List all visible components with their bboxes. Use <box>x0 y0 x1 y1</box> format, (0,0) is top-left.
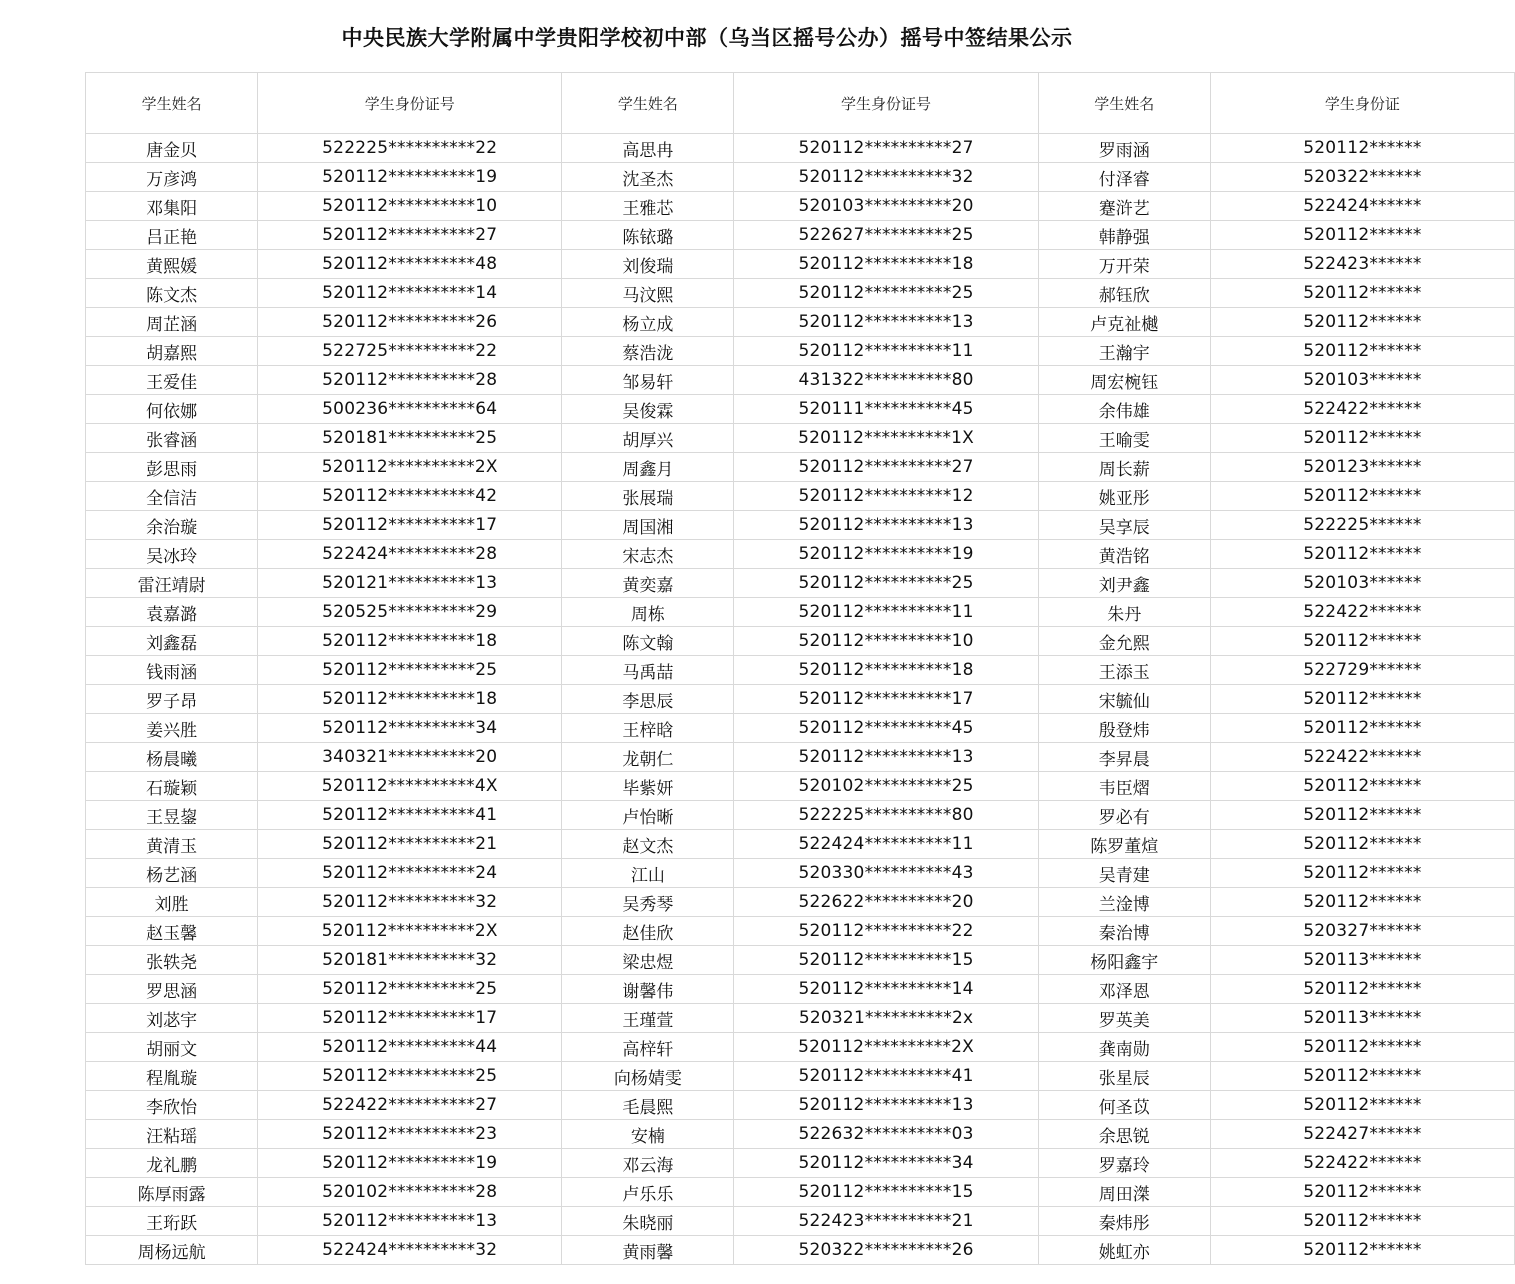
student-name-cell: 张轶尧 <box>86 946 258 975</box>
student-id-cell: 520112**********32 <box>258 888 562 917</box>
student-id-cell: 520525**********29 <box>258 598 562 627</box>
student-name-cell: 姚亚彤 <box>1038 482 1210 511</box>
student-name-cell: 陈铱璐 <box>562 221 734 250</box>
student-id-cell: 522423****** <box>1210 250 1514 279</box>
student-id-cell: 520112**********25 <box>258 975 562 1004</box>
table-row <box>86 801 1515 830</box>
student-id-cell: 522422****** <box>1210 1149 1514 1178</box>
student-name-cell: 王添玉 <box>1038 656 1210 685</box>
student-id-cell: 520112**********14 <box>258 279 562 308</box>
student-name-cell: 万彦鸿 <box>86 163 258 192</box>
student-name-cell: 黄奕嘉 <box>562 569 734 598</box>
student-id-cell: 520112**********13 <box>734 1091 1038 1120</box>
student-id-cell: 520112**********41 <box>734 1062 1038 1091</box>
student-id-cell: 522225**********80 <box>734 801 1038 830</box>
student-id-cell: 520112**********19 <box>258 163 562 192</box>
student-name-cell: 姚虹亦 <box>1038 1236 1210 1265</box>
table-row <box>86 221 1515 250</box>
student-id-cell: 520112**********17 <box>734 685 1038 714</box>
student-name-cell: 邓泽恩 <box>1038 975 1210 1004</box>
student-name-cell: 朱晓丽 <box>562 1207 734 1236</box>
student-name-cell: 杨立成 <box>562 308 734 337</box>
student-name-cell: 汪粘瑶 <box>86 1120 258 1149</box>
student-id-cell: 520112**********25 <box>258 1062 562 1091</box>
student-id-cell: 522423**********21 <box>734 1207 1038 1236</box>
student-name-cell: 刘鑫磊 <box>86 627 258 656</box>
student-id-cell: 520103****** <box>1210 569 1514 598</box>
table-row <box>86 1091 1515 1120</box>
student-id-cell: 520112****** <box>1210 888 1514 917</box>
student-name-cell: 唐金贝 <box>86 134 258 163</box>
student-name-cell: 安楠 <box>562 1120 734 1149</box>
student-name-cell: 赵佳欣 <box>562 917 734 946</box>
student-name-cell: 赵文杰 <box>562 830 734 859</box>
student-name-cell: 程胤璇 <box>86 1062 258 1091</box>
student-id-cell: 520112**********25 <box>734 569 1038 598</box>
student-name-cell: 毕紫妍 <box>562 772 734 801</box>
student-id-cell: 520112**********17 <box>258 511 562 540</box>
student-id-cell: 520112**********12 <box>734 482 1038 511</box>
student-name-cell: 邓集阳 <box>86 192 258 221</box>
student-name-cell: 刘俊瑞 <box>562 250 734 279</box>
student-id-cell: 520112**********19 <box>258 1149 562 1178</box>
student-id-cell: 520102**********25 <box>734 772 1038 801</box>
student-id-cell: 520112****** <box>1210 424 1514 453</box>
table-row <box>86 453 1515 482</box>
student-id-cell: 520112**********18 <box>258 685 562 714</box>
header-student-id: 学生身份证 <box>1210 73 1514 134</box>
student-id-cell: 520112****** <box>1210 337 1514 366</box>
student-id-cell: 520327****** <box>1210 917 1514 946</box>
student-name-cell: 吴冰玲 <box>86 540 258 569</box>
table-row <box>86 279 1515 308</box>
table-row <box>86 337 1515 366</box>
student-id-cell: 520112**********10 <box>734 627 1038 656</box>
student-name-cell: 秦治博 <box>1038 917 1210 946</box>
student-name-cell: 全信洁 <box>86 482 258 511</box>
student-id-cell: 520112****** <box>1210 685 1514 714</box>
student-id-cell: 520113****** <box>1210 946 1514 975</box>
student-name-cell: 黄雨馨 <box>562 1236 734 1265</box>
student-id-cell: 520112****** <box>1210 714 1514 743</box>
student-id-cell: 522225****** <box>1210 511 1514 540</box>
student-id-cell: 520112****** <box>1210 1178 1514 1207</box>
student-id-cell: 520112**********27 <box>734 134 1038 163</box>
table-row <box>86 134 1515 163</box>
table-row <box>86 1004 1515 1033</box>
student-id-cell: 520103****** <box>1210 366 1514 395</box>
student-name-cell: 钱雨涵 <box>86 656 258 685</box>
student-name-cell: 罗子昂 <box>86 685 258 714</box>
table-row <box>86 192 1515 221</box>
student-id-cell: 520112****** <box>1210 1033 1514 1062</box>
results-table <box>85 72 1515 1265</box>
page-title: 中央民族大学附属中学贵阳学校初中部（乌当区摇号公办）摇号中签结果公示 <box>341 26 1073 50</box>
student-name-cell: 马汶熙 <box>562 279 734 308</box>
student-name-cell: 黄浩铭 <box>1038 540 1210 569</box>
table-row <box>86 1033 1515 1062</box>
table-row <box>86 1236 1515 1265</box>
student-name-cell: 龚南勋 <box>1038 1033 1210 1062</box>
table-row <box>86 685 1515 714</box>
student-name-cell: 吴青建 <box>1038 859 1210 888</box>
table-row <box>86 511 1515 540</box>
student-name-cell: 韦臣熠 <box>1038 772 1210 801</box>
student-id-cell: 520112****** <box>1210 830 1514 859</box>
student-name-cell: 宋毓仙 <box>1038 685 1210 714</box>
student-id-cell: 520112**********34 <box>258 714 562 743</box>
student-name-cell: 高梓轩 <box>562 1033 734 1062</box>
student-id-cell: 522427****** <box>1210 1120 1514 1149</box>
table-row <box>86 859 1515 888</box>
student-name-cell: 高思冉 <box>562 134 734 163</box>
student-name-cell: 马禹喆 <box>562 656 734 685</box>
student-id-cell: 520113****** <box>1210 1004 1514 1033</box>
student-name-cell: 卢怡晰 <box>562 801 734 830</box>
table-row <box>86 830 1515 859</box>
student-name-cell: 周国湘 <box>562 511 734 540</box>
student-id-cell: 520112**********21 <box>258 830 562 859</box>
student-name-cell: 韩静强 <box>1038 221 1210 250</box>
student-name-cell: 黄熙媛 <box>86 250 258 279</box>
student-id-cell: 520112**********26 <box>258 308 562 337</box>
student-id-cell: 520112****** <box>1210 308 1514 337</box>
table-row <box>86 1062 1515 1091</box>
student-name-cell: 龙礼鹏 <box>86 1149 258 1178</box>
student-id-cell: 520112**********13 <box>734 743 1038 772</box>
student-id-cell: 522225**********22 <box>258 134 562 163</box>
student-id-cell: 520321**********2x <box>734 1004 1038 1033</box>
student-id-cell: 520112****** <box>1210 627 1514 656</box>
table-row <box>86 917 1515 946</box>
student-id-cell: 522422****** <box>1210 743 1514 772</box>
student-name-cell: 余治璇 <box>86 511 258 540</box>
student-name-cell: 卢乐乐 <box>562 1178 734 1207</box>
student-name-cell: 周栋 <box>562 598 734 627</box>
student-name-cell: 张展瑞 <box>562 482 734 511</box>
student-id-cell: 520121**********13 <box>258 569 562 598</box>
student-id-cell: 520112****** <box>1210 772 1514 801</box>
student-name-cell: 彭思雨 <box>86 453 258 482</box>
student-id-cell: 500236**********64 <box>258 395 562 424</box>
student-name-cell: 张星辰 <box>1038 1062 1210 1091</box>
student-name-cell: 余伟雄 <box>1038 395 1210 424</box>
student-name-cell: 周鑫月 <box>562 453 734 482</box>
student-id-cell: 520112**********32 <box>734 163 1038 192</box>
table-row <box>86 250 1515 279</box>
table-row <box>86 975 1515 1004</box>
header-student-name: 学生姓名 <box>86 73 258 134</box>
student-name-cell: 陈文翰 <box>562 627 734 656</box>
student-id-cell: 520112**********11 <box>734 598 1038 627</box>
table-row <box>86 1149 1515 1178</box>
student-name-cell: 李思辰 <box>562 685 734 714</box>
student-id-cell: 340321**********20 <box>258 743 562 772</box>
results-table-viewport[interactable] <box>85 72 1422 1268</box>
student-name-cell: 吴秀琴 <box>562 888 734 917</box>
student-id-cell: 520123****** <box>1210 453 1514 482</box>
student-name-cell: 胡厚兴 <box>562 424 734 453</box>
student-name-cell: 毛晨熙 <box>562 1091 734 1120</box>
header-student-id: 学生身份证号 <box>734 73 1038 134</box>
student-id-cell: 520112****** <box>1210 482 1514 511</box>
student-id-cell: 520181**********25 <box>258 424 562 453</box>
student-name-cell: 蔡浩泷 <box>562 337 734 366</box>
student-id-cell: 522424**********11 <box>734 830 1038 859</box>
student-id-cell: 431322**********80 <box>734 366 1038 395</box>
table-row <box>86 308 1515 337</box>
student-id-cell: 520103**********20 <box>734 192 1038 221</box>
student-id-cell: 522729****** <box>1210 656 1514 685</box>
table-row <box>86 1178 1515 1207</box>
student-name-cell: 兰淦博 <box>1038 888 1210 917</box>
student-id-cell: 520112**********13 <box>734 511 1038 540</box>
student-id-cell: 520102**********28 <box>258 1178 562 1207</box>
student-id-cell: 520112**********27 <box>258 221 562 250</box>
student-id-cell: 520112****** <box>1210 221 1514 250</box>
student-name-cell: 杨阳鑫宇 <box>1038 946 1210 975</box>
table-row <box>86 540 1515 569</box>
student-id-cell: 520112**********1X <box>734 424 1038 453</box>
student-id-cell: 520112**********44 <box>258 1033 562 1062</box>
student-name-cell: 罗英美 <box>1038 1004 1210 1033</box>
student-id-cell: 520112**********11 <box>734 337 1038 366</box>
student-id-cell: 520112****** <box>1210 1207 1514 1236</box>
student-name-cell: 梁忠煜 <box>562 946 734 975</box>
student-id-cell: 520112**********2X <box>258 453 562 482</box>
header-student-name: 学生姓名 <box>1038 73 1210 134</box>
student-name-cell: 龙朝仁 <box>562 743 734 772</box>
table-row <box>86 1207 1515 1236</box>
table-row <box>86 772 1515 801</box>
student-name-cell: 王瑾萱 <box>562 1004 734 1033</box>
student-id-cell: 520330**********43 <box>734 859 1038 888</box>
student-id-cell: 522627**********25 <box>734 221 1038 250</box>
table-row <box>86 946 1515 975</box>
student-name-cell: 金允熙 <box>1038 627 1210 656</box>
table-row <box>86 424 1515 453</box>
table-row <box>86 627 1515 656</box>
student-id-cell: 520112**********25 <box>734 279 1038 308</box>
student-name-cell: 周长薪 <box>1038 453 1210 482</box>
student-name-cell: 陈厚雨露 <box>86 1178 258 1207</box>
student-name-cell: 陈罗董煊 <box>1038 830 1210 859</box>
student-name-cell: 石璇颖 <box>86 772 258 801</box>
student-name-cell: 李欣怡 <box>86 1091 258 1120</box>
student-name-cell: 罗嘉玲 <box>1038 1149 1210 1178</box>
table-row <box>86 714 1515 743</box>
student-name-cell: 罗雨涵 <box>1038 134 1210 163</box>
student-id-cell: 520111**********45 <box>734 395 1038 424</box>
student-id-cell: 520112****** <box>1210 975 1514 1004</box>
student-name-cell: 黄清玉 <box>86 830 258 859</box>
student-name-cell: 卢克祉樾 <box>1038 308 1210 337</box>
student-name-cell: 罗必有 <box>1038 801 1210 830</box>
student-id-cell: 522424**********28 <box>258 540 562 569</box>
header-row <box>86 73 1515 134</box>
header-student-id: 学生身份证号 <box>258 73 562 134</box>
table-row <box>86 888 1515 917</box>
student-name-cell: 王爱佳 <box>86 366 258 395</box>
student-id-cell: 520112**********4X <box>258 772 562 801</box>
student-name-cell: 周杨远航 <box>86 1236 258 1265</box>
student-id-cell: 520112**********45 <box>734 714 1038 743</box>
student-id-cell: 520112**********17 <box>258 1004 562 1033</box>
student-name-cell: 宋志杰 <box>562 540 734 569</box>
student-id-cell: 520112****** <box>1210 540 1514 569</box>
student-id-cell: 520112****** <box>1210 801 1514 830</box>
student-id-cell: 522725**********22 <box>258 337 562 366</box>
student-id-cell: 520112**********13 <box>734 308 1038 337</box>
student-id-cell: 520112**********2X <box>258 917 562 946</box>
student-id-cell: 520112****** <box>1210 1091 1514 1120</box>
student-name-cell: 邹易轩 <box>562 366 734 395</box>
student-id-cell: 520112**********10 <box>258 192 562 221</box>
student-id-cell: 520112**********42 <box>258 482 562 511</box>
student-name-cell: 邓云海 <box>562 1149 734 1178</box>
header-student-name: 学生姓名 <box>562 73 734 134</box>
student-id-cell: 520112**********19 <box>734 540 1038 569</box>
student-name-cell: 袁嘉潞 <box>86 598 258 627</box>
student-name-cell: 刘胜 <box>86 888 258 917</box>
student-name-cell: 王喻雯 <box>1038 424 1210 453</box>
student-name-cell: 雷汪靖尉 <box>86 569 258 598</box>
student-id-cell: 520112****** <box>1210 1236 1514 1265</box>
student-name-cell: 余思锐 <box>1038 1120 1210 1149</box>
student-id-cell: 520112**********48 <box>258 250 562 279</box>
student-id-cell: 520112**********2X <box>734 1033 1038 1062</box>
table-row <box>86 163 1515 192</box>
student-name-cell: 王珩跃 <box>86 1207 258 1236</box>
student-id-cell: 520112****** <box>1210 134 1514 163</box>
student-id-cell: 520112**********14 <box>734 975 1038 1004</box>
student-id-cell: 520322****** <box>1210 163 1514 192</box>
student-name-cell: 郝钰欣 <box>1038 279 1210 308</box>
student-id-cell: 520112**********24 <box>258 859 562 888</box>
table-row <box>86 482 1515 511</box>
student-name-cell: 吴俊霖 <box>562 395 734 424</box>
student-id-cell: 520112**********18 <box>734 250 1038 279</box>
student-id-cell: 520112**********18 <box>734 656 1038 685</box>
student-name-cell: 王雅芯 <box>562 192 734 221</box>
student-name-cell: 陈文杰 <box>86 279 258 308</box>
student-name-cell: 万开荣 <box>1038 250 1210 279</box>
student-id-cell: 520112**********13 <box>258 1207 562 1236</box>
student-name-cell: 朱丹 <box>1038 598 1210 627</box>
student-id-cell: 520112**********34 <box>734 1149 1038 1178</box>
student-name-cell: 向杨婧雯 <box>562 1062 734 1091</box>
student-name-cell: 杨艺涵 <box>86 859 258 888</box>
table-row <box>86 1120 1515 1149</box>
student-id-cell: 520112**********28 <box>258 366 562 395</box>
student-id-cell: 520181**********32 <box>258 946 562 975</box>
table-row <box>86 366 1515 395</box>
table-body <box>86 134 1515 1265</box>
student-name-cell: 秦炜彤 <box>1038 1207 1210 1236</box>
student-id-cell: 520112**********15 <box>734 946 1038 975</box>
student-id-cell: 520322**********26 <box>734 1236 1038 1265</box>
student-name-cell: 周田滐 <box>1038 1178 1210 1207</box>
student-name-cell: 周芷涵 <box>86 308 258 337</box>
student-name-cell: 王瀚宇 <box>1038 337 1210 366</box>
student-name-cell: 张睿涵 <box>86 424 258 453</box>
student-name-cell: 吕正艳 <box>86 221 258 250</box>
student-name-cell: 周宏椀钰 <box>1038 366 1210 395</box>
table-row <box>86 743 1515 772</box>
student-id-cell: 522424****** <box>1210 192 1514 221</box>
student-name-cell: 李昇晨 <box>1038 743 1210 772</box>
student-id-cell: 520112****** <box>1210 279 1514 308</box>
student-id-cell: 520112**********22 <box>734 917 1038 946</box>
table-row <box>86 395 1515 424</box>
student-id-cell: 520112**********25 <box>258 656 562 685</box>
student-name-cell: 胡丽文 <box>86 1033 258 1062</box>
student-id-cell: 520112****** <box>1210 1062 1514 1091</box>
student-id-cell: 522622**********20 <box>734 888 1038 917</box>
table-row <box>86 569 1515 598</box>
student-id-cell: 520112**********23 <box>258 1120 562 1149</box>
student-name-cell: 刘尹鑫 <box>1038 569 1210 598</box>
student-id-cell: 520112**********15 <box>734 1178 1038 1207</box>
student-id-cell: 520112****** <box>1210 859 1514 888</box>
student-id-cell: 520112**********41 <box>258 801 562 830</box>
student-name-cell: 王梓晗 <box>562 714 734 743</box>
table-row <box>86 598 1515 627</box>
student-id-cell: 522422****** <box>1210 598 1514 627</box>
student-id-cell: 520112**********27 <box>734 453 1038 482</box>
student-name-cell: 何圣苡 <box>1038 1091 1210 1120</box>
student-name-cell: 赵玉馨 <box>86 917 258 946</box>
table-row <box>86 656 1515 685</box>
student-id-cell: 520112**********18 <box>258 627 562 656</box>
student-name-cell: 何依娜 <box>86 395 258 424</box>
student-id-cell: 522422**********27 <box>258 1091 562 1120</box>
student-name-cell: 蹇浒艺 <box>1038 192 1210 221</box>
student-name-cell: 杨晨曦 <box>86 743 258 772</box>
student-name-cell: 谢馨伟 <box>562 975 734 1004</box>
student-name-cell: 王昱鋆 <box>86 801 258 830</box>
student-name-cell: 付泽睿 <box>1038 163 1210 192</box>
student-id-cell: 522422****** <box>1210 395 1514 424</box>
student-name-cell: 殷登炜 <box>1038 714 1210 743</box>
student-name-cell: 姜兴胜 <box>86 714 258 743</box>
student-name-cell: 江山 <box>562 859 734 888</box>
student-name-cell: 刘苾宇 <box>86 1004 258 1033</box>
student-id-cell: 522424**********32 <box>258 1236 562 1265</box>
student-id-cell: 522632**********03 <box>734 1120 1038 1149</box>
student-name-cell: 胡嘉熙 <box>86 337 258 366</box>
student-name-cell: 沈圣杰 <box>562 163 734 192</box>
student-name-cell: 吴享辰 <box>1038 511 1210 540</box>
student-name-cell: 罗思涵 <box>86 975 258 1004</box>
